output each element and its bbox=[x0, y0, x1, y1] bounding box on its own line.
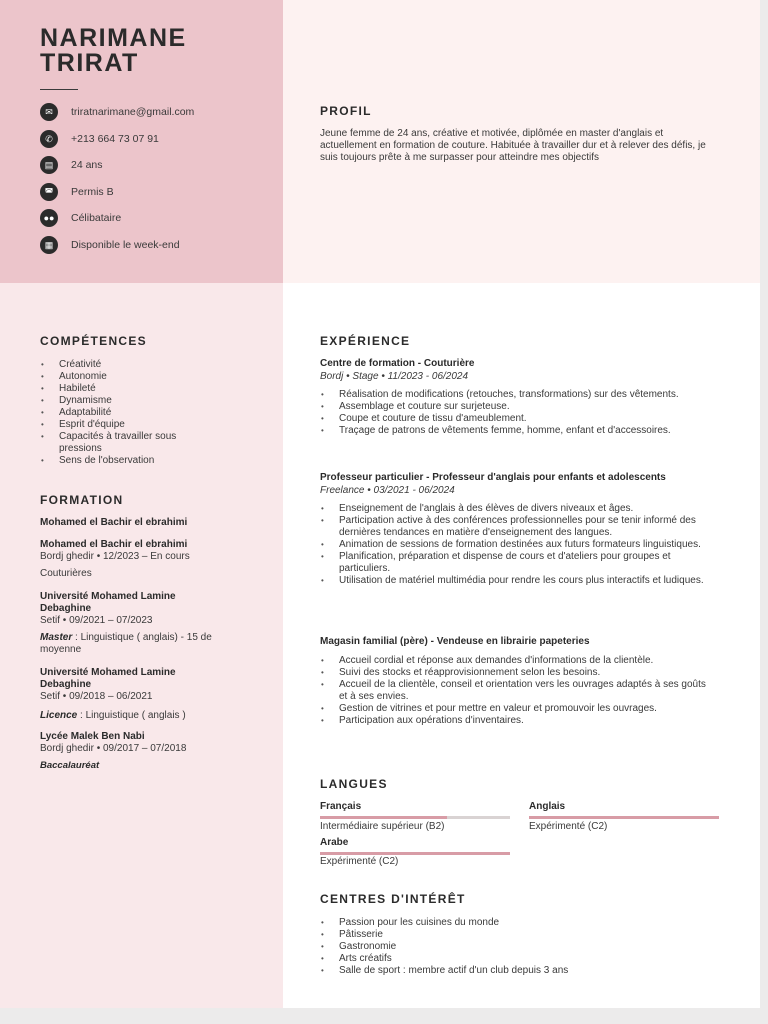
list-item: • Autonomie bbox=[40, 371, 240, 383]
formation-detail-line bbox=[40, 710, 260, 722]
language-level: Expérimenté (C2) bbox=[320, 856, 399, 867]
list-item: • Dynamisme bbox=[40, 395, 240, 407]
skills-heading: COMPÉTENCES bbox=[40, 334, 147, 348]
formation-school: Université Mohamed Lamine Debaghine bbox=[40, 591, 176, 614]
car-icon: ◚ bbox=[40, 183, 58, 201]
list-item: • Arts créatifs bbox=[320, 953, 710, 965]
formation-degree: Licence bbox=[40, 710, 78, 721]
list-item: • Planification, préparation et dispense de cours et d'ateliers pour groupes et particuliers. bbox=[320, 551, 710, 575]
formation-school: Mohamed el Bachir el ebrahimi bbox=[40, 517, 188, 528]
list-item: • Assemblage et couture sur surjeteuse. bbox=[320, 401, 710, 413]
contact-phone-text: +213 664 73 07 91 bbox=[71, 133, 159, 145]
people-icon: ●● bbox=[40, 209, 58, 227]
language-name: Arabe bbox=[320, 837, 349, 848]
formation-detail: : Linguistique ( anglais ) bbox=[77, 710, 186, 721]
list-item: • Sens de l'observation bbox=[40, 455, 240, 467]
list-item: • Créativité bbox=[40, 359, 240, 371]
experience-heading: EXPÉRIENCE bbox=[320, 334, 411, 348]
contact-age bbox=[40, 156, 103, 174]
interests-list bbox=[320, 917, 710, 977]
list-item: • Passion pour les cuisines du monde bbox=[320, 917, 710, 929]
list-item: • Suivi des stocks et réapprovisionnement selon les besoins. bbox=[320, 667, 710, 679]
list-item: • Gastronomie bbox=[320, 941, 710, 953]
language-level-bar bbox=[320, 816, 510, 819]
formation-school: Lycée Malek Ben Nabi bbox=[40, 731, 145, 742]
list-item: • Traçage de patrons de vêtements femme, homme, enfant et d'accessoires. bbox=[320, 425, 710, 437]
formation-entry-meta bbox=[40, 615, 260, 656]
list-item: • Animation de sessions de formation destinées aux futurs formateurs linguistiques. bbox=[320, 539, 710, 551]
contact-status bbox=[40, 209, 121, 227]
formation-entry bbox=[40, 591, 215, 615]
formation-meta: Bordj ghedir • 09/2017 – 07/2018 bbox=[40, 743, 187, 754]
job-meta: Bordj • Stage • 11/2023 - 06/2024 bbox=[320, 371, 469, 382]
languages-heading: LANGUES bbox=[320, 777, 388, 791]
formation-school: Mohamed el Bachir el ebrahimi bbox=[40, 539, 188, 550]
calendar-icon: ▦ bbox=[40, 236, 58, 254]
contact-phone[interactable] bbox=[40, 130, 159, 148]
job-title: Magasin familial (père) - Vendeuse en librairie papeteries bbox=[320, 636, 590, 647]
formation-entry bbox=[40, 539, 260, 580]
job-title: Professeur particulier - Professeur d'anglais pour enfants et adolescents bbox=[320, 472, 666, 483]
profile-heading: PROFIL bbox=[320, 104, 372, 118]
contact-status-text: Célibataire bbox=[71, 212, 122, 224]
skills-list bbox=[40, 359, 240, 467]
cake-icon: ▤ bbox=[40, 156, 58, 174]
name-first: NARIMANE bbox=[40, 24, 187, 52]
list-item: • Enseignement de l'anglais à des élèves de divers niveaux et âges. bbox=[320, 503, 710, 515]
list-item: • Capacités à travailler sous pressions bbox=[40, 431, 210, 455]
job-meta: Freelance • 03/2021 - 06/2024 bbox=[320, 485, 455, 496]
formation-detail-line bbox=[40, 632, 240, 656]
language-name: Anglais bbox=[529, 801, 566, 812]
list-item: • Participation aux opérations d'inventaires. bbox=[320, 715, 710, 727]
list-item: • Adaptabilité bbox=[40, 407, 240, 419]
contact-email-text: triratnarimane@gmail.com bbox=[71, 106, 195, 118]
list-item: • Accueil de la clientèle, conseil et orientation vers les ouvrages adaptés à ses goûts et à ses envies. bbox=[320, 679, 710, 703]
formation-meta: Setif • 09/2021 – 07/2023 bbox=[40, 615, 153, 626]
formation-entry bbox=[40, 731, 260, 772]
phone-icon: ✆ bbox=[40, 130, 58, 148]
formation-heading: FORMATION bbox=[40, 493, 124, 507]
language-level-fill bbox=[320, 816, 447, 819]
formation-degree: Master bbox=[40, 632, 73, 643]
language-level-bar bbox=[320, 852, 510, 855]
profile-text: Jeune femme de 24 ans, créative et motivée, diplômée en master d'anglais et actuellement en formation de couture. Habituée à travailler dur et à relever des défis, je suis toujours prête à me surpasser pour atteindre mes objectifs bbox=[320, 128, 706, 163]
formation-meta: Bordj ghedir • 12/2023 – En cours bbox=[40, 551, 190, 562]
interests-heading: CENTRES D'INTÉRÊT bbox=[320, 892, 466, 906]
formation-detail: Couturières bbox=[40, 568, 92, 579]
job-duties bbox=[320, 389, 710, 437]
formation-detail: : Linguistique ( anglais) - 15 de moyenne bbox=[40, 632, 212, 655]
formation-entry bbox=[40, 517, 260, 529]
contact-age-text: 24 ans bbox=[71, 159, 103, 171]
list-item: • Salle de sport : membre actif d'un club depuis 3 ans bbox=[320, 965, 710, 977]
formation-meta: Setif • 09/2018 – 06/2021 bbox=[40, 691, 153, 702]
list-item: • Accueil cordial et réponse aux demandes d'informations de la clientèle. bbox=[320, 655, 710, 667]
candidate-name bbox=[40, 26, 187, 76]
list-item: • Coupe et couture de tissu d'ameublement. bbox=[320, 413, 710, 425]
job-title: Centre de formation - Couturière bbox=[320, 358, 475, 369]
formation-school: Université Mohamed Lamine Debaghine bbox=[40, 667, 176, 690]
contact-license bbox=[40, 183, 114, 201]
formation-degree: Baccalauréat bbox=[40, 760, 100, 771]
language-level-bar bbox=[529, 816, 719, 819]
list-item: • Réalisation de modifications (retouches, transformations) sur des vêtements. bbox=[320, 389, 710, 401]
language-name: Français bbox=[320, 801, 362, 812]
contact-email[interactable] bbox=[40, 103, 194, 121]
formation-entry bbox=[40, 667, 215, 691]
list-item: • Habileté bbox=[40, 383, 240, 395]
list-item: • Gestion de vitrines et pour mettre en valeur et promouvoir les ouvrages. bbox=[320, 703, 710, 715]
contact-availability-text: Disponible le week-end bbox=[71, 239, 180, 251]
language-level-fill bbox=[320, 852, 510, 855]
list-item: • Participation active à des conférences professionnelles pour se tenir informé des dernières tendances en matière d'enseignement des langues. bbox=[320, 515, 710, 539]
job-duties bbox=[320, 503, 710, 587]
language-level: Expérimenté (C2) bbox=[529, 821, 608, 832]
envelope-icon: ✉ bbox=[40, 103, 58, 121]
job-duties bbox=[320, 655, 710, 727]
formation-entry-meta bbox=[40, 691, 260, 722]
name-divider bbox=[40, 89, 78, 90]
list-item: • Utilisation de matériel multimédia pour rendre les cours plus interactifs et ludiques. bbox=[320, 575, 710, 587]
language-level: Intermédiaire supérieur (B2) bbox=[320, 821, 445, 832]
list-item: • Esprit d'équipe bbox=[40, 419, 240, 431]
contact-availability bbox=[40, 236, 180, 254]
language-level-fill bbox=[529, 816, 719, 819]
contact-license-text: Permis B bbox=[71, 186, 114, 198]
name-last: TRIRAT bbox=[40, 49, 139, 77]
list-item: • Pâtisserie bbox=[320, 929, 710, 941]
